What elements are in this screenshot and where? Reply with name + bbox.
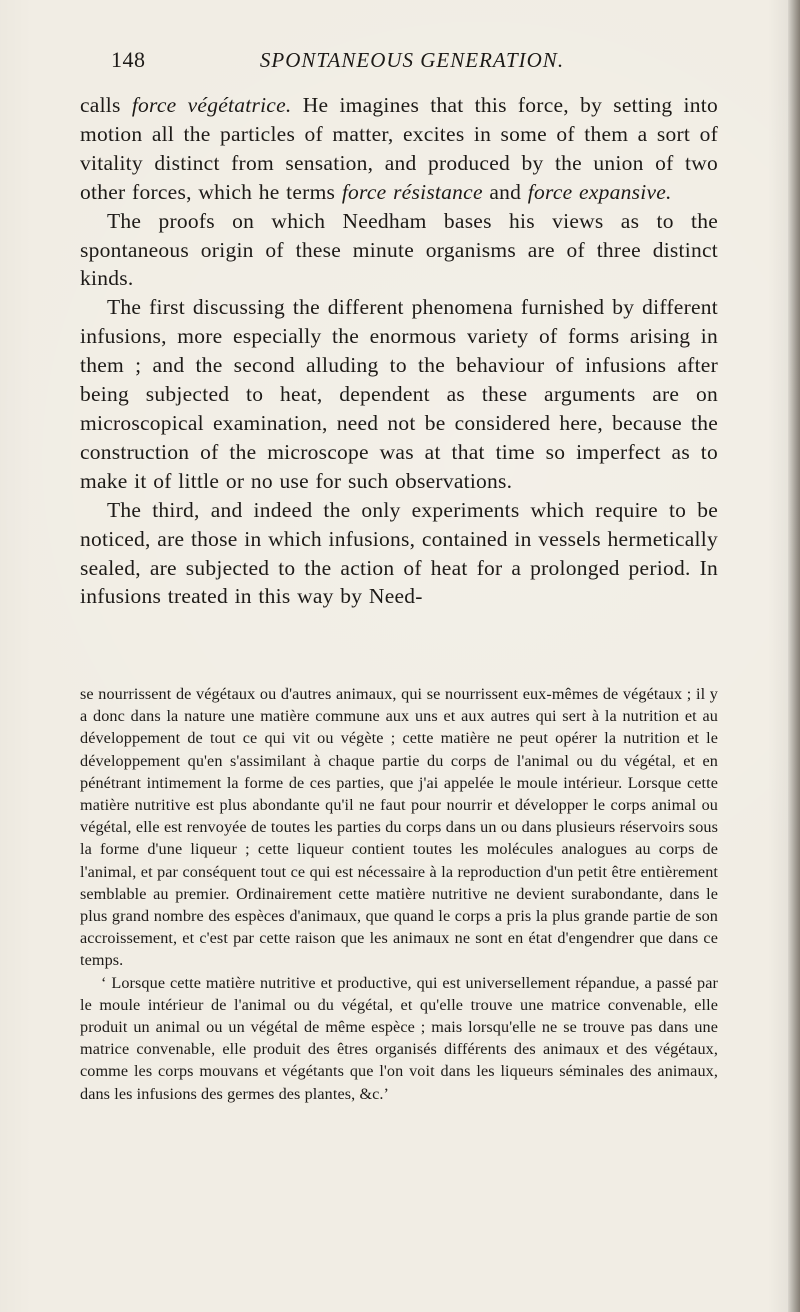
- paragraph-1: [80, 91, 718, 207]
- running-title: SPONTANEOUS GENERATION.: [259, 48, 565, 72]
- footnote: [80, 683, 718, 1105]
- page-header: [111, 47, 713, 73]
- footnote-paragraph-1: se nourrissent de végétaux ou d'autres animaux, qui se nourrissent eux-mêmes de végétaux ; il y a donc dans la nature une matière commune aux uns et aux autres qui sert à la nutrition et au développement de tout ce qui vit ou végète ; cette matière ne peut opérer la nutrition et le développement qu'en s'assimilant à chaque partie du corps de l'animal ou du végétal, et en pénétrant intimement la forme de ces parties, que j'ai appelée le moule intérieur. Lorsque cette matière nutritive est plus abondante qu'il ne faut pour nourrir et développer le corps animal ou végétal, elle est renvoyée de toutes les parties du corps dans un ou dans plusieurs réservoirs sous la forme d'une liqueur ; cette liqueur contient toutes les molécules analogues au corps de l'animal, et par conséquent tout ce qui est nécessaire à la reproduction d'un petit être entièrement semblable au premier. Ordinairement cette matière nutritive ne devient surabondante, dans le plus grand nombre des espèces d'animaux, que quand le corps a pris la plus grande partie de son accroissement, et c'est par cette raison que les animaux ne sont en état d'engendrer que dans ce temps.: [80, 685, 718, 970]
- main-text: [80, 91, 718, 611]
- paragraph-1-middle: He imagines that this force, by setting into motion all the particles of matter, excites in some of them a sort of vitality distinct from sensation, and produced by the union of two other forces, which he terms: [80, 93, 718, 204]
- term-force-expansive: force expansive.: [527, 179, 672, 204]
- footnote-paragraph-2: ‘ Lorsque cette matière nutritive et productive, qui est universellement répandue, a passé par le moule intérieur de l'animal ou du végétal, et qu'elle trouve une matrice convenable, elle produit un animal ou un végétal de même espèce ; mais lorsqu'elle ne se trouve pas dans une matrice convenable, elle produit des êtres organisés différents des animaux et des végétaux, comme les corps mouvans et végétants que l'on voit dans les liqueurs séminales des animaux, dans les infusions des germes des plantes, &c.’: [80, 973, 718, 1103]
- paragraph-1-lead: calls: [80, 93, 132, 117]
- paragraph-4: The third, and indeed the only experiments which require to be noticed, are those in which infusions, contained in vessels hermetically sealed, are subjected to the action of heat for a prolonged period. In infusions treated in this way by Need-: [80, 497, 718, 609]
- term-force-resistance: force résistance: [341, 179, 483, 204]
- page-number: 148: [111, 47, 146, 72]
- paragraph-3: The first discussing the different phenomena furnished by different infusions, more especially the enormous variety of forms arising in them ; and the second alluding to the behaviour of infusions after being subjected to heat, dependent as these arguments are on microscopical examination, need not be considered here, because the construction of the microscope was at that time so imperfect as to make it of little or no use for such observations.: [80, 295, 718, 493]
- term-force-vegetatrice: force végétatrice.: [131, 93, 292, 117]
- paragraph-2: The proofs on which Needham bases his views as to the spontaneous origin of these minute organisms are of three distinct kinds.: [80, 208, 718, 291]
- page-edge-shadow: [788, 0, 800, 1312]
- paragraph-1-and: and: [482, 179, 528, 204]
